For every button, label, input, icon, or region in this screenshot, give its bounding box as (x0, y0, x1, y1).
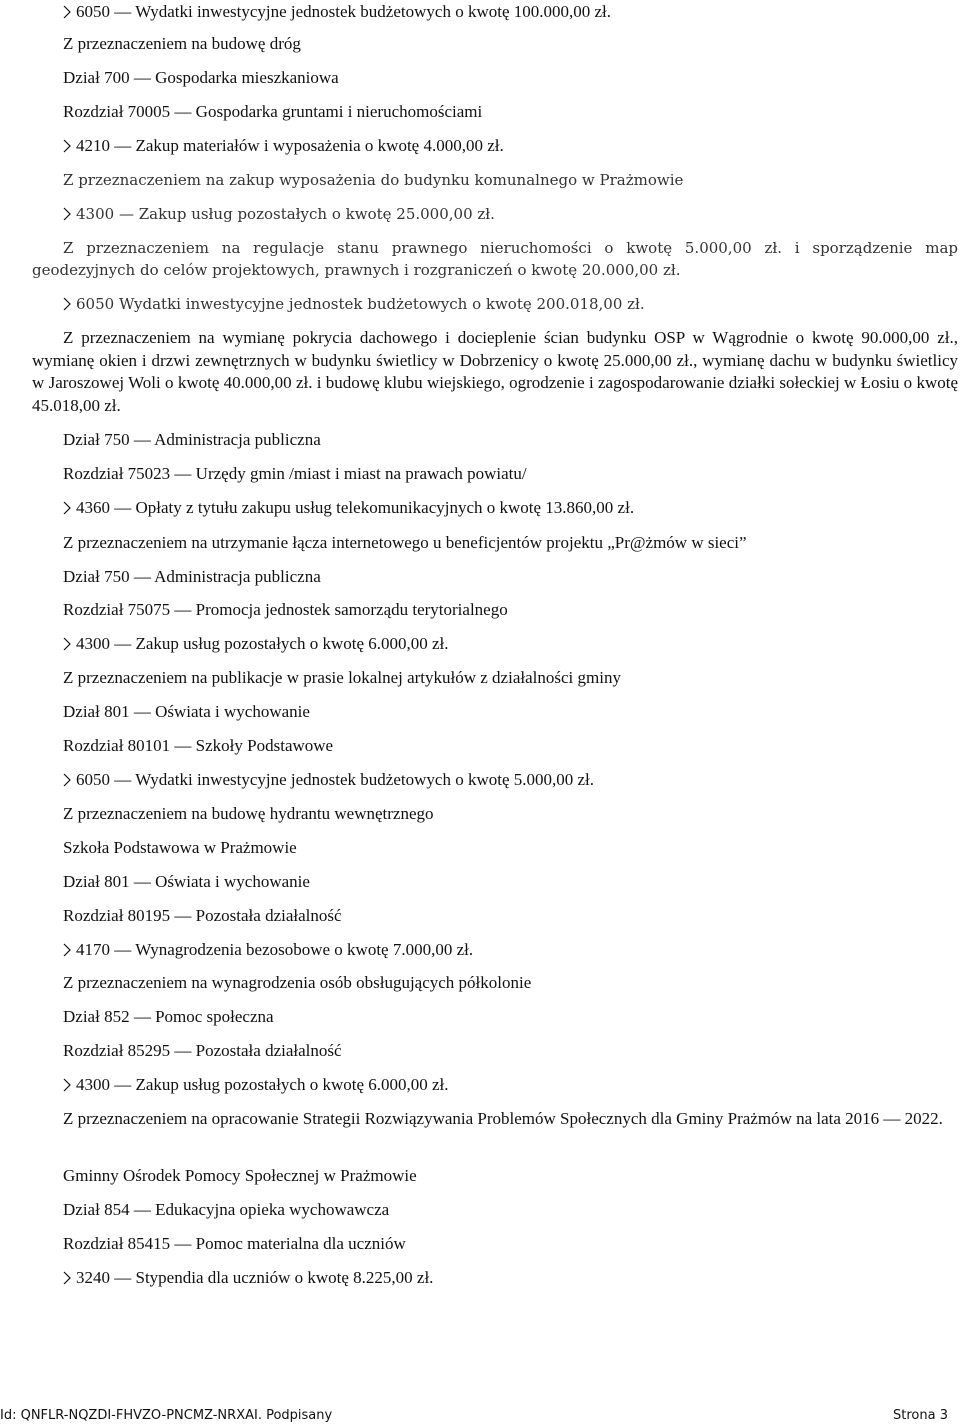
section-heading: Dział 750 — Administracja publiczna (63, 567, 321, 586)
purpose-line: Z przeznaczeniem na zakup wyposażenia do budynku komunalnego w Prażmowie (63, 171, 684, 189)
purpose-line: Z przeznaczeniem na utrzymanie łącza internetowego u beneficjentów projektu „Pr@żmów w sieci” (63, 533, 747, 552)
arrow-bullet-icon (63, 1078, 71, 1092)
arrow-bullet-icon (63, 1271, 71, 1285)
chapter-heading: Rozdział 75075 — Promocja jednostek samorządu terytorialnego (63, 600, 508, 619)
budget-item-line: 4210 — Zakup materiałów i wyposażenia o kwotę 4.000,00 zł. (63, 135, 504, 157)
purpose-line: Z przeznaczeniem na budowę dróg (63, 34, 301, 53)
section-heading: Dział 750 — Administracja publiczna (63, 430, 321, 449)
budget-item-line: 4170 — Wynagrodzenia bezosobowe o kwotę 7.000,00 zł. (63, 939, 473, 961)
section-heading: Dział 801 — Oświata i wychowanie (63, 702, 310, 721)
unit-line: Szkoła Podstawowa w Prażmowie (63, 838, 297, 857)
budget-item-line: 6050 — Wydatki inwestycyjne jednostek budżetowych o kwotę 100.000,00 zł. (63, 1, 611, 23)
purpose-line: Z przeznaczeniem na wynagrodzenia osób obsługujących półkolonie (63, 973, 532, 992)
purpose-paragraph: Z przeznaczeniem na regulacje stanu prawnego nieruchomości o kwotę 5.000,00 zł. i sporządzenie map geodezyjnych do celów projektowych, prawnych i rozgraniczeń o kwotę 20.000,00 zł. (32, 239, 958, 279)
purpose-line: Z przeznaczeniem na budowę hydrantu wewnętrznego (63, 804, 434, 823)
arrow-bullet-icon (63, 5, 71, 19)
budget-item-line: 6050 Wydatki inwestycyjne jednostek budżetowych o kwotę 200.018,00 zł. (63, 293, 645, 315)
purpose-line: Z przeznaczeniem na publikacje w prasie lokalnej artykułów z działalności gminy (63, 668, 621, 687)
chapter-heading: Rozdział 70005 — Gospodarka gruntami i nieruchomościami (63, 102, 483, 121)
chapter-heading: Rozdział 85295 — Pozostała działalność (63, 1041, 342, 1060)
section-heading: Dział 852 — Pomoc społeczna (63, 1007, 274, 1026)
purpose-paragraph: Z przeznaczeniem na opracowanie Strategii Rozwiązywania Problemów Społecznych dla Gminy Prażmów na lata 2016 — 2022. (63, 1109, 943, 1128)
arrow-bullet-icon (63, 773, 71, 787)
section-heading: Dział 700 — Gospodarka mieszkaniowa (63, 68, 339, 87)
chapter-heading: Rozdział 80195 — Pozostała działalność (63, 906, 342, 925)
chapter-heading: Rozdział 75023 — Urzędy gmin /miast i miast na prawach powiatu/ (63, 464, 527, 483)
chapter-heading: Rozdział 80101 — Szkoły Podstawowe (63, 736, 334, 755)
purpose-paragraph: Z przeznaczeniem na wymianę pokrycia dachowego i docieplenie ścian budynku OSP w Wągrodnie o kwotę 90.000,00 zł., wymianę okien i drzwi zewnętrznych w budynku świetlicy w Dobrzenicy o kwotę 25.000,00 zł., wymianę dachu w budynku świetlicy w Jaroszowej Woli o kwotę 40.000,00 zł. i budowę klubu wiejskiego, ogrodzenie i zagospodarowanie działki sołeckiej w Łosiu o kwotę 45.018,00 zł. (32, 328, 958, 415)
document-id: Id: QNFLR-NQZDI-FHVZO-PNCMZ-NRXAI. Podpisany (0, 1408, 333, 1423)
budget-item-line: 4300 — Zakup usług pozostałych o kwotę 6.000,00 zł. (63, 633, 449, 655)
budget-item-line: 3240 — Stypendia dla uczniów o kwotę 8.225,00 zł. (63, 1267, 433, 1289)
arrow-bullet-icon (63, 637, 71, 651)
arrow-bullet-icon (63, 501, 71, 515)
budget-item-line: 4300 — Zakup usług pozostałych o kwotę 6.000,00 zł. (63, 1074, 449, 1096)
section-heading: Dział 801 — Oświata i wychowanie (63, 872, 310, 891)
arrow-bullet-icon (63, 297, 71, 311)
arrow-bullet-icon (63, 207, 71, 221)
budget-item-line: 6050 — Wydatki inwestycyjne jednostek budżetowych o kwotę 5.000,00 zł. (63, 769, 594, 791)
chapter-heading: Rozdział 85415 — Pomoc materialna dla uczniów (63, 1234, 406, 1253)
arrow-bullet-icon (63, 943, 71, 957)
section-heading: Dział 854 — Edukacyjna opieka wychowawcza (63, 1200, 390, 1219)
budget-item-line: 4300 — Zakup usług pozostałych o kwotę 25.000,00 zł. (63, 203, 495, 225)
page-footer (0, 1408, 960, 1426)
budget-item-line: 4360 — Opłaty z tytułu zakupu usług telekomunikacyjnych o kwotę 13.860,00 zł. (63, 497, 634, 519)
page-number: Strona 3 (893, 1408, 948, 1423)
unit-line: Gminny Ośrodek Pomocy Społecznej w Prażmowie (63, 1166, 417, 1185)
arrow-bullet-icon (63, 139, 71, 153)
